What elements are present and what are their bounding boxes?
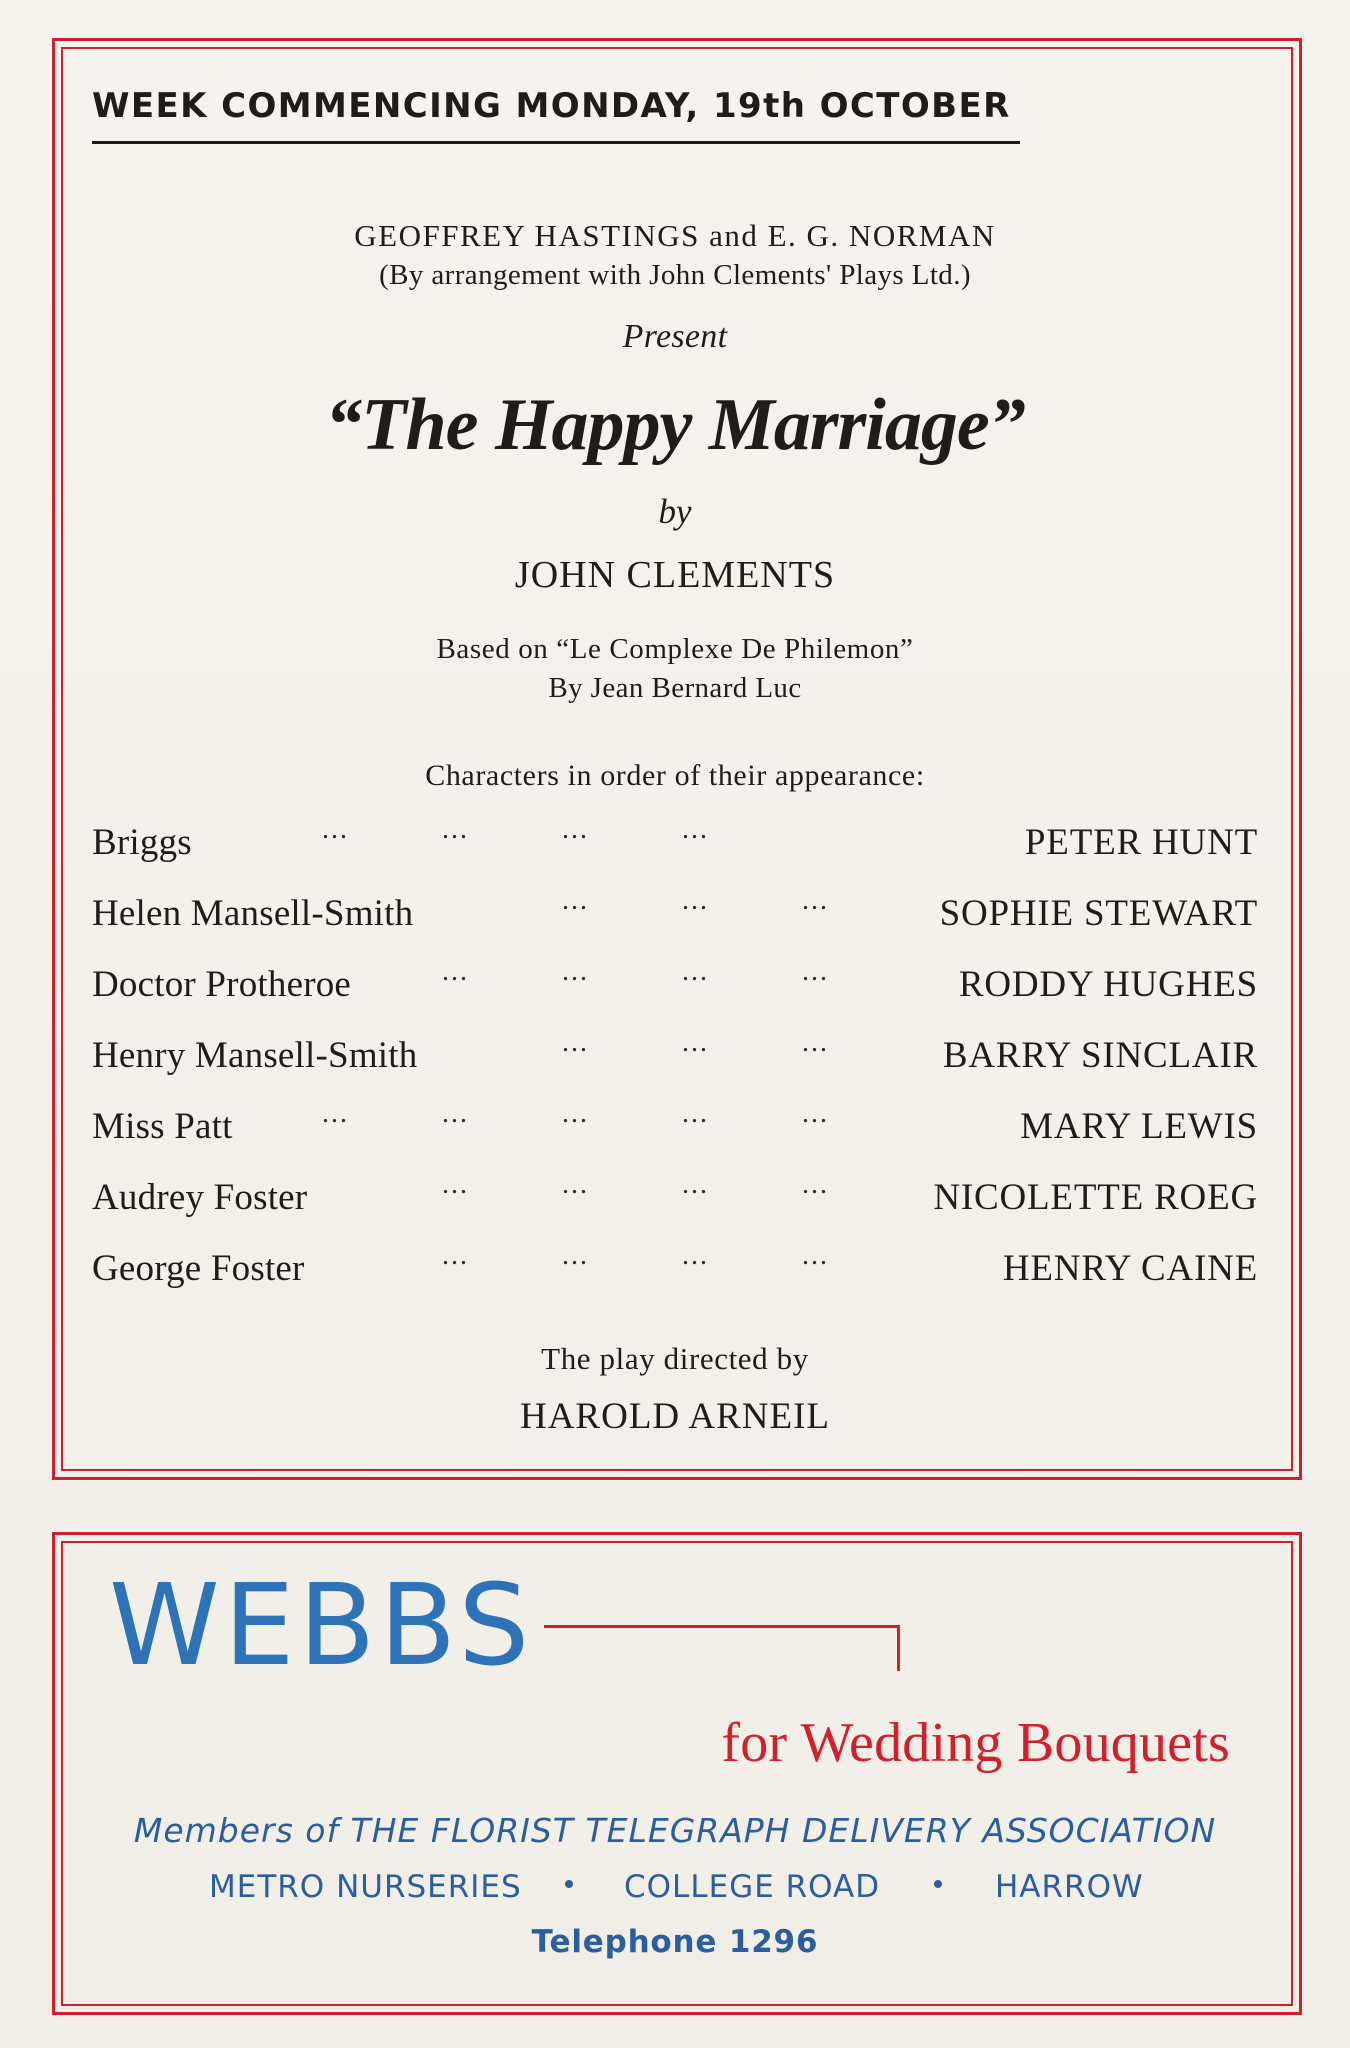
leader-dots (802, 1114, 828, 1124)
role-name: Doctor Protheroe (92, 964, 352, 1005)
by-label: by (658, 492, 692, 531)
role-name: Briggs (92, 822, 192, 863)
leader-dots (562, 901, 588, 911)
role-name: George Foster (92, 1248, 305, 1289)
address-road: COLLEGE ROAD (624, 1869, 881, 1905)
play-title: “The Happy Marriage” (325, 384, 1025, 466)
leader-dots (682, 972, 708, 982)
role-name: Audrey Foster (92, 1177, 308, 1218)
telephone-number: Telephone 1296 (531, 1924, 819, 1960)
leader-dots (682, 830, 708, 840)
leader-dots (802, 1043, 828, 1053)
role-name: Miss Patt (92, 1106, 233, 1147)
actor-name: HENRY CAINE (1002, 1248, 1258, 1289)
characters-heading: Characters in order of their appearance: (425, 759, 925, 792)
leader-dots (562, 1043, 588, 1053)
leader-dots (802, 1256, 828, 1266)
actor-name: PETER HUNT (1024, 822, 1258, 863)
leader-dots (682, 1114, 708, 1124)
actor-name: NICOLETTE ROEG (933, 1177, 1258, 1218)
directed-by-label: The play directed by (541, 1341, 809, 1376)
cast-row (92, 1105, 1258, 1176)
leader-dots (562, 1114, 588, 1124)
leader-dots (682, 1256, 708, 1266)
cast-row (92, 1034, 1258, 1105)
separator-dot-icon (934, 1880, 942, 1888)
leader-dots (562, 972, 588, 982)
arrangement-note: (By arrangement with John Clements' Plays Ltd.) (379, 259, 971, 291)
leader-dots (442, 972, 468, 982)
leader-dots (322, 1114, 348, 1124)
actor-name: RODDY HUGHES (958, 964, 1258, 1005)
cast-row (92, 821, 1258, 892)
based-on: Based on “Le Complexe De Philemon” (436, 633, 914, 665)
role-name: Henry Mansell-Smith (92, 1035, 418, 1076)
leader-dots (442, 1256, 468, 1266)
address-town: HARROW (995, 1869, 1144, 1905)
address-nurseries: METRO NURSERIES (209, 1869, 522, 1905)
actor-name: SOPHIE STEWART (939, 893, 1258, 934)
week-heading (92, 86, 1020, 144)
cast-row (92, 892, 1258, 963)
leader-dots (802, 1185, 828, 1195)
actor-name: BARRY SINCLAIR (942, 1035, 1258, 1076)
leader-dots (562, 1185, 588, 1195)
brand-name: WEBBS (109, 1561, 534, 1691)
leader-dots (682, 1185, 708, 1195)
separator-dot-icon (565, 1880, 573, 1888)
address-line (209, 1869, 1149, 1911)
playwright-name: JOHN CLEMENTS (514, 554, 836, 596)
leader-dots (322, 830, 348, 840)
cast-row (92, 963, 1258, 1034)
association-members: Members of THE FLORIST TELEGRAPH DELIVERY ASSOCIATION (133, 1811, 1217, 1850)
role-name: Helen Mansell-Smith (92, 893, 414, 934)
brand-rule-vertical (897, 1625, 900, 1671)
leader-dots (442, 1114, 468, 1124)
leader-dots (682, 901, 708, 911)
present-label: Present (622, 318, 728, 355)
brand-rule-horizontal (544, 1625, 900, 1628)
cast-row (92, 1176, 1258, 1247)
cast-row (92, 1247, 1258, 1318)
leader-dots (802, 972, 828, 982)
leader-dots (562, 1256, 588, 1266)
cast-list (92, 821, 1258, 1318)
director-name: HAROLD ARNEIL (519, 1396, 830, 1437)
actor-name: MARY LEWIS (1020, 1106, 1258, 1147)
week-text: WEEK COMMENCING MONDAY, 19th OCTOBER (92, 86, 1011, 126)
leader-dots (442, 830, 468, 840)
leader-dots (802, 901, 828, 911)
leader-dots (442, 1185, 468, 1195)
leader-dots (562, 830, 588, 840)
leader-dots (682, 1043, 708, 1053)
original-author: By Jean Bernard Luc (548, 672, 802, 704)
presenters: GEOFFREY HASTINGS and E. G. NORMAN (354, 218, 996, 253)
wedding-bouquets-tagline: for Wedding Bouquets (721, 1712, 1230, 1774)
